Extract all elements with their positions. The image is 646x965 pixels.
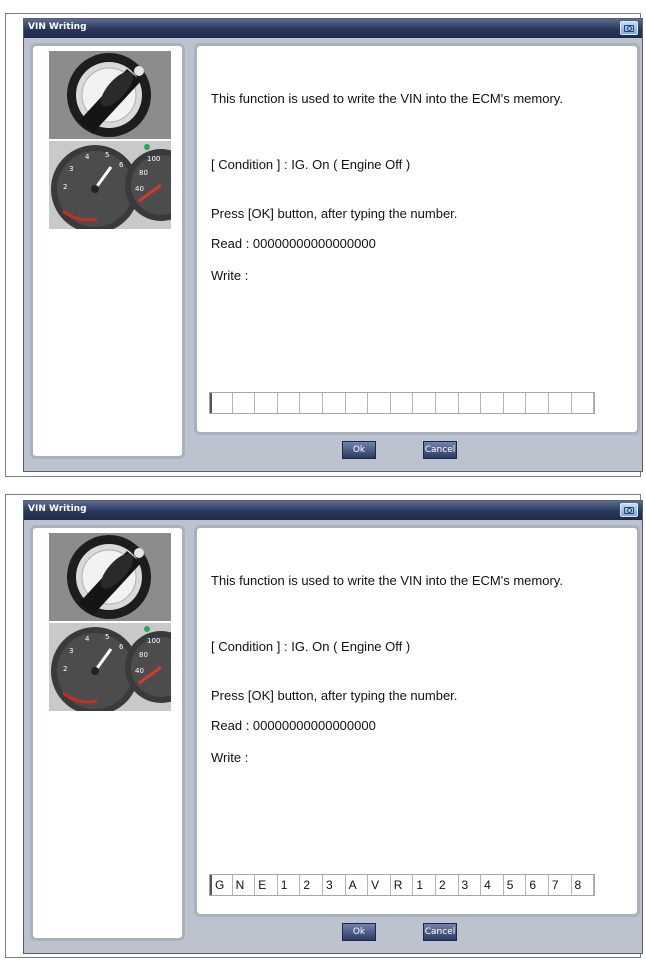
window-titlebar	[24, 501, 642, 520]
vin-char-field[interactable]: A	[346, 875, 369, 895]
write-label: Write :	[211, 750, 249, 765]
vin-char-field[interactable]	[572, 393, 595, 413]
window-title: VIN Writing	[28, 22, 87, 32]
image-panel	[30, 525, 185, 941]
svg-text:100: 100	[147, 155, 161, 163]
write-label: Write :	[211, 268, 249, 283]
vin-char-field[interactable]: G	[210, 875, 233, 895]
condition-text: [ Condition ] : IG. On ( Engine Off )	[211, 639, 411, 654]
vin-char-field[interactable]: 5	[504, 875, 527, 895]
vin-char-field[interactable]: 3	[459, 875, 482, 895]
cancel-button[interactable]: Cancel	[423, 441, 457, 459]
vin-char-field[interactable]: 2	[300, 875, 323, 895]
vin-char-field[interactable]: R	[391, 875, 414, 895]
content-panel	[194, 525, 640, 917]
vin-char-field[interactable]: 2	[436, 875, 459, 895]
vin-char-field[interactable]: 6	[526, 875, 549, 895]
vin-char-field[interactable]	[549, 393, 572, 413]
instrument-cluster-image	[49, 141, 171, 229]
vin-char-field[interactable]	[233, 393, 256, 413]
vin-input[interactable]	[209, 874, 595, 896]
svg-text:5: 5	[105, 151, 110, 159]
camera-icon[interactable]	[620, 503, 638, 517]
svg-text:4: 4	[85, 635, 90, 643]
condition-text: [ Condition ] : IG. On ( Engine Off )	[211, 157, 411, 172]
vin-char-field[interactable]	[278, 393, 301, 413]
svg-text:4: 4	[85, 153, 90, 161]
vin-char-field[interactable]	[436, 393, 459, 413]
screenshot-frame-1	[5, 13, 641, 477]
svg-text:40: 40	[135, 185, 144, 193]
ok-button[interactable]: Ok	[342, 441, 376, 459]
vin-char-field[interactable]	[481, 393, 504, 413]
vin-char-field[interactable]: 1	[278, 875, 301, 895]
instruction-text: Press [OK] button, after typing the number.	[211, 688, 458, 703]
ignition-key-image	[49, 51, 171, 139]
svg-text:3: 3	[69, 165, 74, 173]
vin-char-field[interactable]	[368, 393, 391, 413]
vin-char-field[interactable]	[300, 393, 323, 413]
svg-text:2: 2	[63, 183, 68, 191]
svg-text:100: 100	[147, 637, 161, 645]
vin-char-field[interactable]: V	[368, 875, 391, 895]
vin-char-field[interactable]: 8	[572, 875, 595, 895]
svg-text:6: 6	[119, 161, 124, 169]
svg-text:80: 80	[139, 169, 148, 177]
vin-writing-window	[23, 18, 643, 472]
vin-char-field[interactable]	[413, 393, 436, 413]
window-title: VIN Writing	[28, 504, 87, 514]
svg-text:5: 5	[105, 633, 110, 641]
cancel-button[interactable]: Cancel	[423, 923, 457, 941]
svg-text:6: 6	[119, 643, 124, 651]
vin-input[interactable]	[209, 392, 595, 414]
vin-char-field[interactable]: N	[233, 875, 256, 895]
vin-char-field[interactable]: E	[255, 875, 278, 895]
instruction-text: Press [OK] button, after typing the number.	[211, 206, 458, 221]
svg-text:3: 3	[69, 647, 74, 655]
ok-button[interactable]: Ok	[342, 923, 376, 941]
svg-text:2: 2	[63, 665, 68, 673]
vin-writing-window	[23, 500, 643, 954]
vin-char-field[interactable]	[255, 393, 278, 413]
image-panel	[30, 43, 185, 459]
vin-char-field[interactable]: 1	[413, 875, 436, 895]
description-text: This function is used to write the VIN into the ECM's memory.	[211, 573, 563, 588]
vin-char-field[interactable]: 4	[481, 875, 504, 895]
description-text: This function is used to write the VIN into the ECM's memory.	[211, 91, 563, 106]
vin-char-field[interactable]	[210, 393, 233, 413]
vin-char-field[interactable]	[459, 393, 482, 413]
vin-char-field[interactable]	[323, 393, 346, 413]
vin-char-field[interactable]	[504, 393, 527, 413]
window-titlebar	[24, 19, 642, 38]
read-value: Read : 00000000000000000	[211, 718, 376, 733]
vin-char-field[interactable]: 7	[549, 875, 572, 895]
vin-char-field[interactable]	[526, 393, 549, 413]
vin-char-field[interactable]	[346, 393, 369, 413]
content-panel	[194, 43, 640, 435]
svg-text:80: 80	[139, 651, 148, 659]
vin-char-field[interactable]: 3	[323, 875, 346, 895]
read-value: Read : 00000000000000000	[211, 236, 376, 251]
vin-char-field[interactable]	[391, 393, 414, 413]
instrument-cluster-image	[49, 623, 171, 711]
camera-icon[interactable]	[620, 21, 638, 35]
svg-text:40: 40	[135, 667, 144, 675]
screenshot-frame-2	[5, 494, 641, 958]
ignition-key-image	[49, 533, 171, 621]
